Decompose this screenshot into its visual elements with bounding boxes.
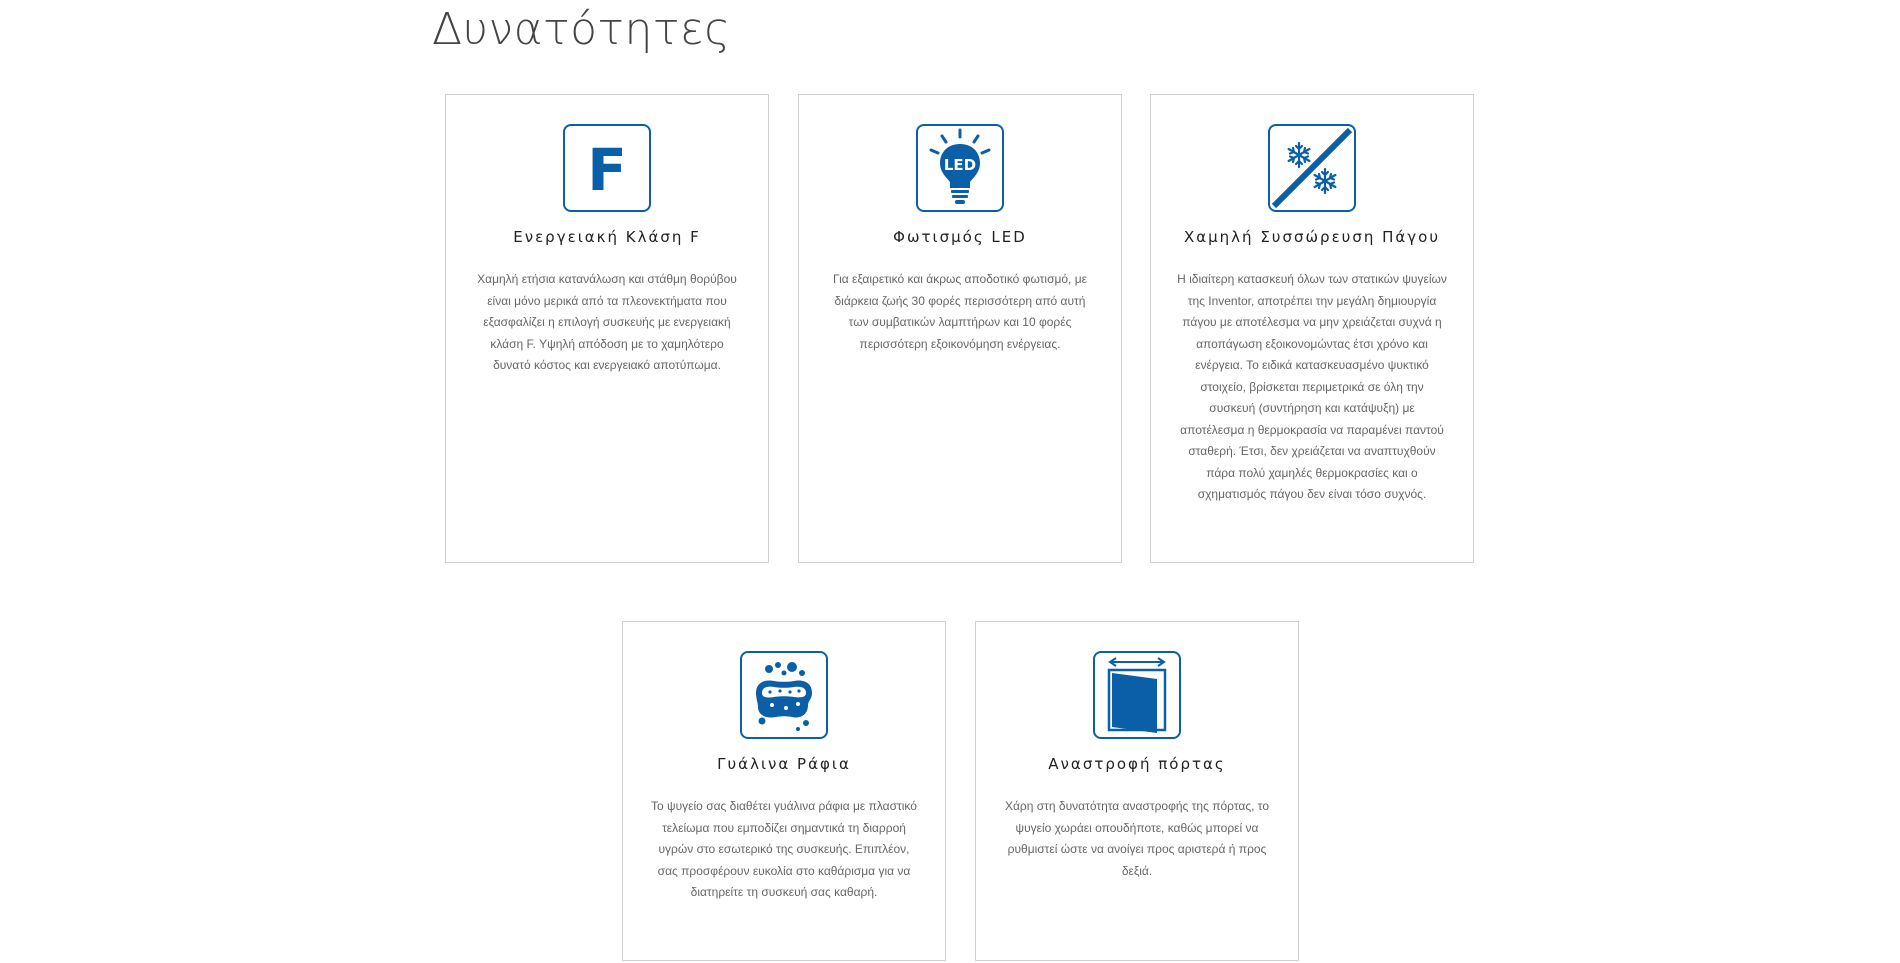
glass-shelves-sponge-icon: [740, 651, 828, 739]
feature-card-glass-shelves: [622, 621, 946, 961]
feature-description: Το ψυγείο σας διαθέτει γυάλινα ράφια με πλαστικό τελείωμα που εμποδίζει σημαντικά τη διαρροή υγρών στο εσωτερικό της συσκευής. Επιπλέον, σας προσφέρουν ευκολία στο καθάρισμα για να διατηρείτε τη συσκευή σας καθαρή.: [651, 799, 917, 899]
feature-description: Χάρη στη δυνατότητα αναστροφής της πόρτας, το ψυγείο χωράει οπουδήποτε, καθώς μπορεί να ρυθμιστεί ώστε να ανοίγει προς αριστερά ή προς δεξιά.: [1004, 799, 1270, 878]
energy-class-letter: F: [587, 136, 627, 204]
no-frost-icon: [1268, 124, 1356, 212]
feature-title: Ενεργειακή Κλάση F: [513, 228, 701, 246]
feature-title: Φωτισμός LED: [893, 228, 1027, 246]
feature-description: Η ιδιαίτερη κατασκευή όλων των στατικών ψυγείων της Inventor, αποτρέπει την μεγάλη δημιουργία πάγου με αποτέλεσμα να μην χρειάζεται συχνά η αποπάγωση εξοικονομώντας έτσι χρόνο και ενέργεια. Το ειδικά κατασκευασμένο ψυκτικό στοιχείο, βρίσκεται περιμετρικά σε όλη την συσκευή (συντήρηση και κατάψυξη) με αποτέλεσμα η θερμοκρασία να παραμένει παντού σταθερή. Έτσι, δεν χρειάζεται να αναπτυχθούν πάρα πολύ χαμηλές θερμοκρασίες και ο σχηματισμός πάγου δεν είναι τόσο συχνός.: [1177, 272, 1447, 501]
feature-title: Αναστροφή πόρτας: [1048, 755, 1226, 773]
feature-card-reversible-door: [975, 621, 1299, 961]
feature-description: Χαμηλή ετήσια κατανάλωση και στάθμη θορύβου είναι μόνο μερικά από τα πλεονεκτήματα που εξασφαλίζει η επιλογή συσκευής με ενεργειακή κλάση F. Υψηλή απόδοση με το χαμηλότερο δυνατό κόστος και ενεργειακό αποτύπωμα.: [477, 272, 737, 372]
feature-card-led: [798, 94, 1122, 563]
reversible-door-icon: [1093, 651, 1181, 739]
led-label: LED: [943, 156, 977, 174]
led-bulb-icon: [916, 124, 1004, 212]
feature-card-low-frost: [1150, 94, 1474, 563]
feature-description: Για εξαιρετικό και άκρως αποδοτικό φωτισμό, με διάρκεια ζωής 30 φορές περισσότερη από αυτή των συμβατικών λαμπτήρων και 10 φορές περισσότερη εξοικονόμηση ενέργειας.: [832, 272, 1087, 351]
feature-card-energy-class: [445, 94, 769, 563]
feature-title: Χαμηλή Συσσώρευση Πάγου: [1183, 228, 1441, 246]
feature-title: Γυάλινα Ράφια: [717, 755, 851, 773]
page-title: Δυνατότητες: [432, 4, 731, 55]
energy-class-f-icon: [563, 124, 651, 212]
